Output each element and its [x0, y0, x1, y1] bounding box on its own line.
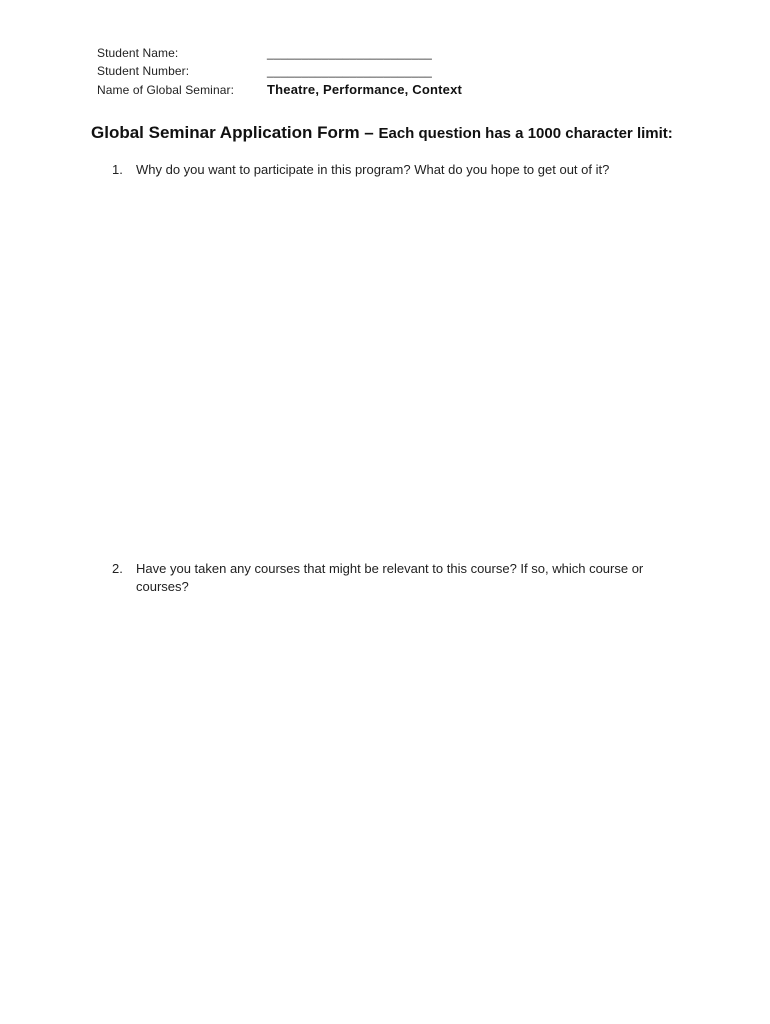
student-number-label: Student Number: [97, 64, 190, 78]
question-number: 2. [112, 561, 123, 576]
form-title-main: Global Seminar Application Form [91, 123, 360, 142]
question-text: Why do you want to participate in this program? What do you hope to get out of it? [136, 162, 610, 177]
student-name-label: Student Name: [97, 46, 179, 60]
student-name-row [97, 46, 462, 64]
form-title [91, 123, 673, 143]
question-2 [112, 560, 687, 596]
student-number-field[interactable]: ________________________ [267, 64, 432, 78]
seminar-value: Theatre, Performance, Context [267, 82, 463, 97]
seminar-label: Name of Global Seminar: [97, 83, 235, 97]
question-text: Have you taken any courses that might be relevant to this course? If so, which course or courses? [136, 561, 644, 594]
seminar-row [97, 82, 462, 100]
student-info-block [97, 46, 462, 100]
question-1 [112, 161, 687, 179]
student-number-row [97, 64, 462, 82]
form-title-subtitle: Each question has a 1000 character limit: [378, 125, 673, 142]
form-title-separator: – [359, 123, 379, 142]
question-number: 1. [112, 162, 123, 177]
student-name-field[interactable]: ________________________ [267, 46, 432, 60]
